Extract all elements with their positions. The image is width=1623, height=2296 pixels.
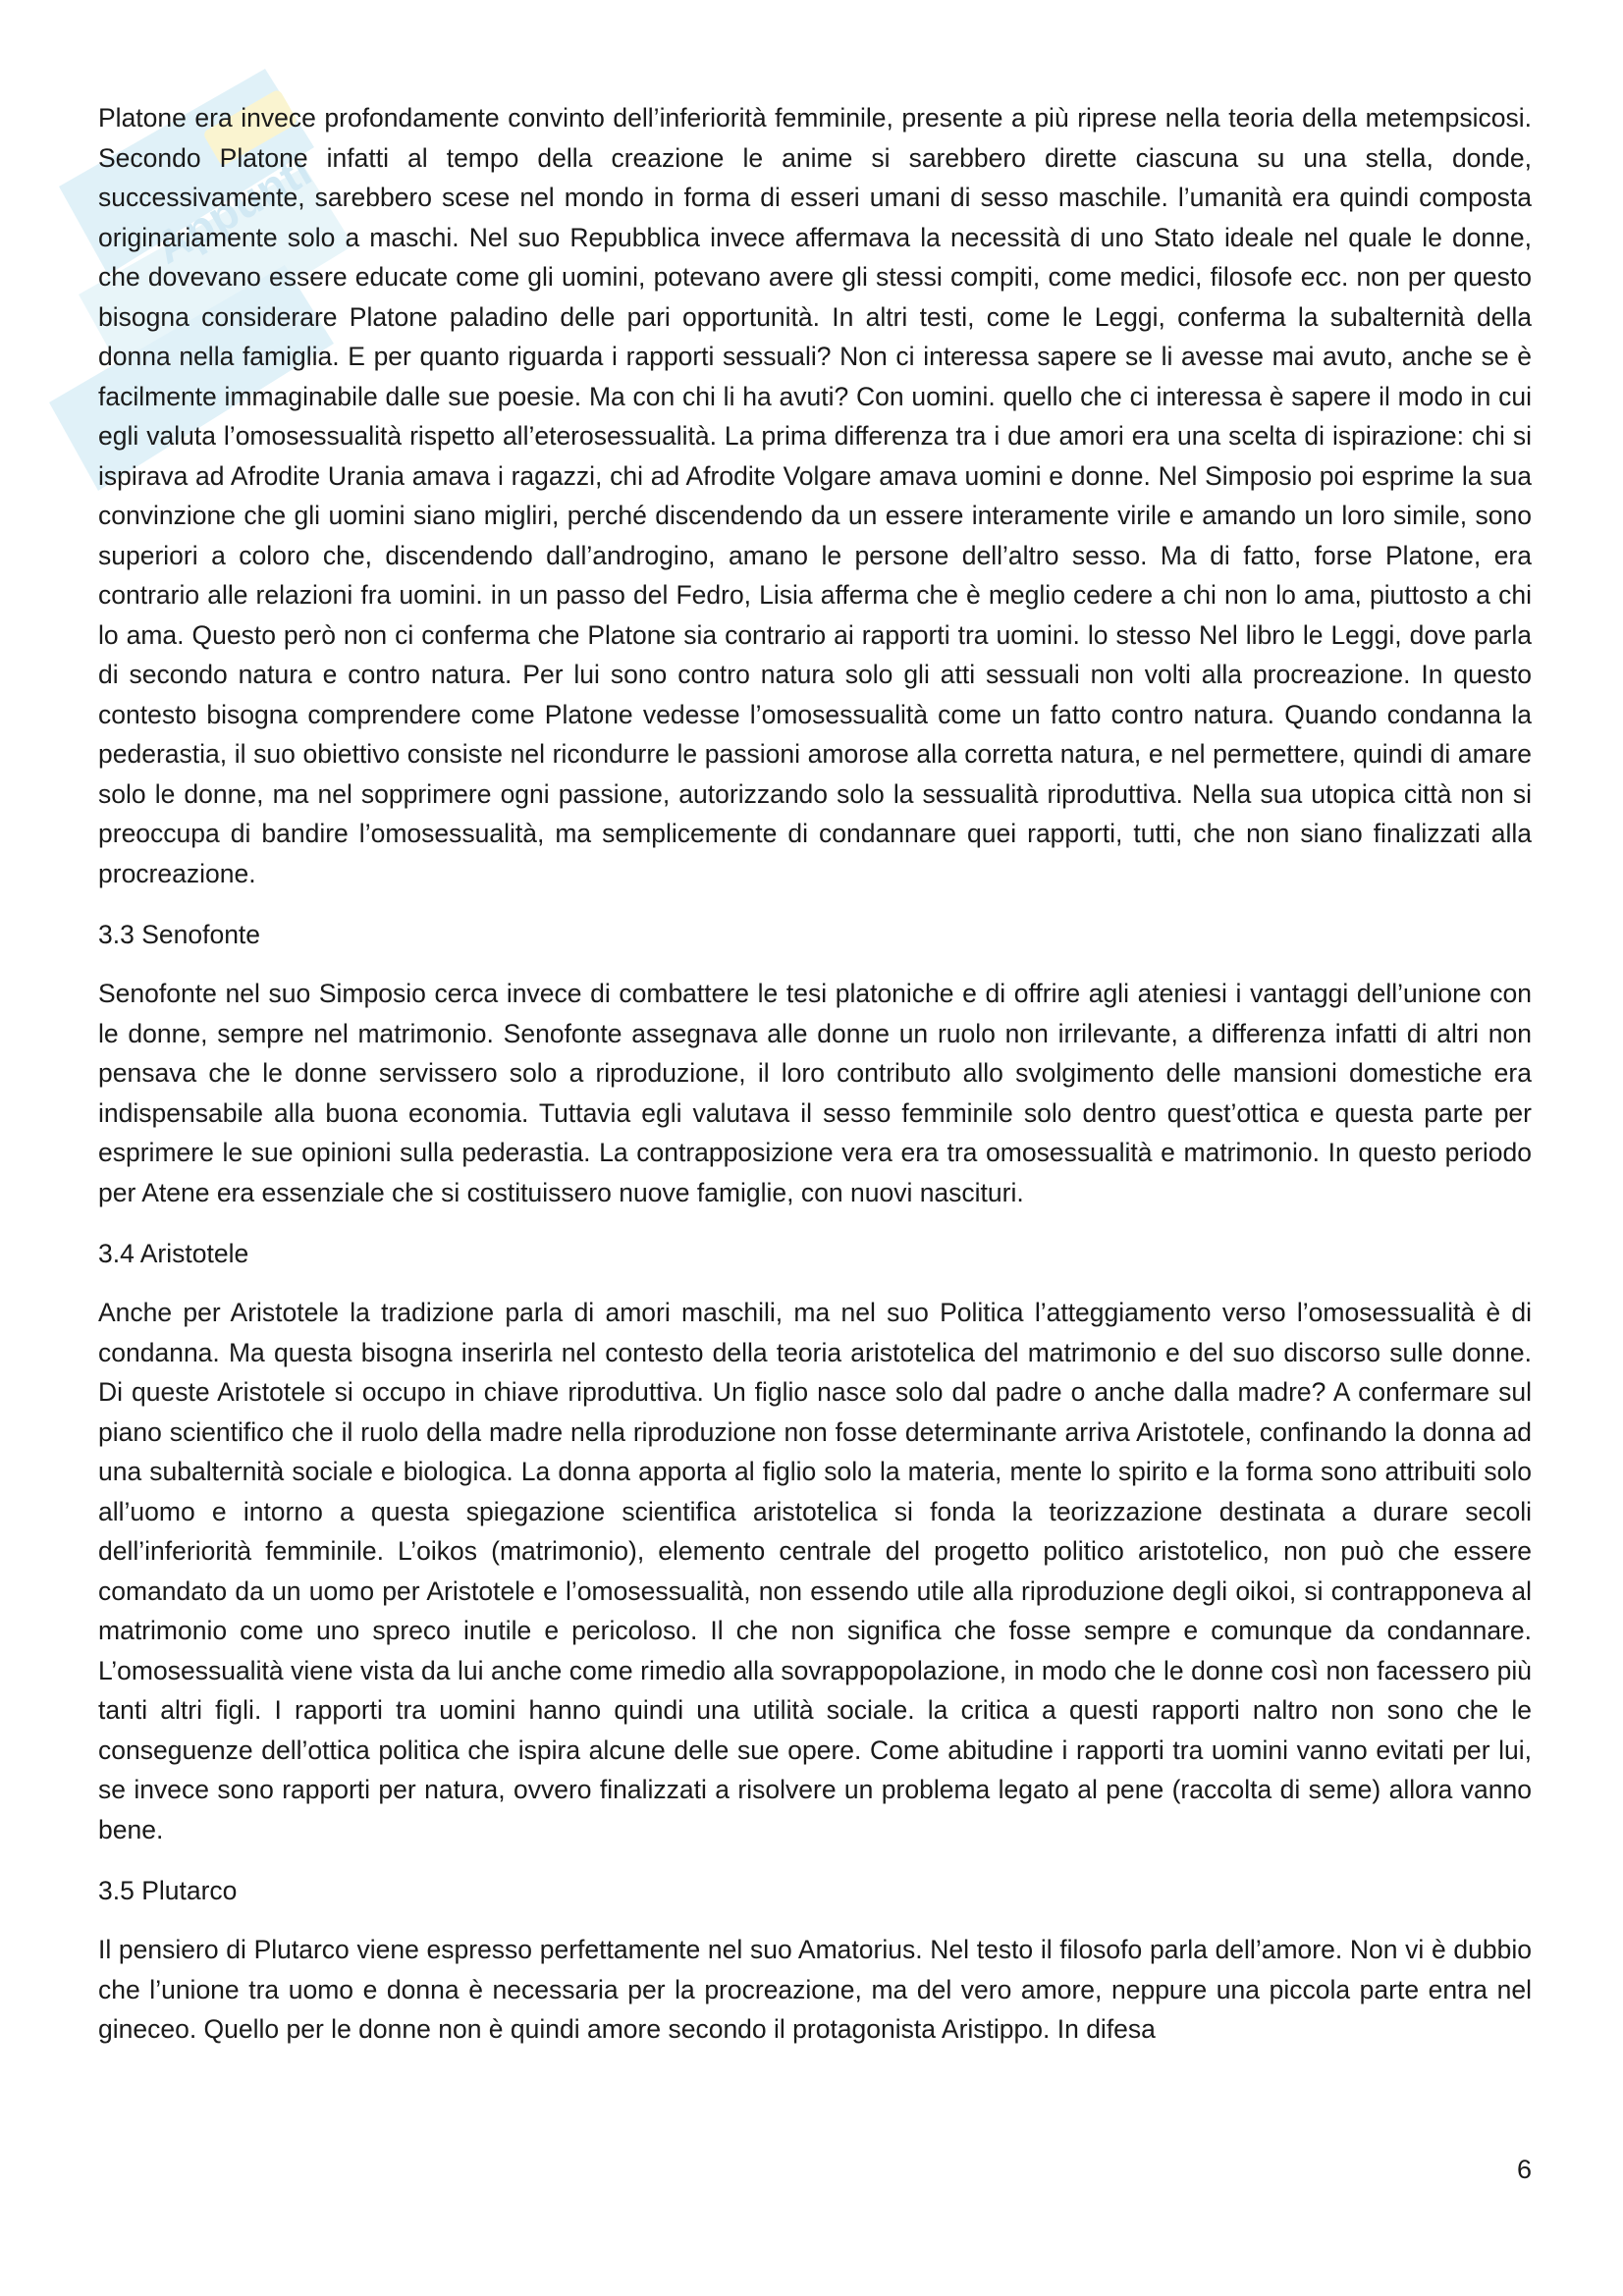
page-number: 6 xyxy=(1516,2155,1532,2184)
paragraph-aristotele: Anche per Aristotele la tradizione parla di amori maschili, ma nel suo Politica l’atteggiamento verso l’omosessualità è di condanna. Ma questa bisogna inserirla nel contesto della teoria aristotelica del matrimonio e del suo discorso sulle donne. Di queste Aristotele si occupo in chiave riproduttiva. Un figlio nasce solo dal padre o anche dalla madre? A confermare sul piano scientifico che il ruolo della madre nella riproduzione non fosse determinante arriva Aristotele, confinando la donna ad una subalternità sociale e biologica. La donna apporta al figlio solo la materia, mente lo spirito e la forma sono attribuiti solo all’uomo e intorno a questa spiegazione scientifica aristotelica si fonda la teorizzazione destinata a durare secoli dell’inferiorità femminile. L’oikos (matrimonio), elemento centrale del progetto politico aristotelico, non può che essere comandato da un uomo per Aristotele e l’omosessualità, non essendo utile alla riproduzione degli oikoi, si contrapponeva al matrimonio come uno spreco inutile e pericoloso. Il che non significa che fosse sempre e comunque da condannare. L’omosessualità viene vista da lui anche come rimedio alla sovrappopolazione, in modo che le donne così non facessero più tanti altri figli. I rapporti tra uomini hanno quindi una utilità sociale. la critica a questi rapporti naltro non sono che le conseguenze dell’ottica politica che ispira alcune delle sue opere. Come abitudine i rapporti tra uomini vanno evitati per lui, se invece sono rapporti per natura, ovvero finalizzati a risolvere un problema legato al pene (raccolta di seme) allora vanno bene. xyxy=(98,1298,1532,1844)
section-heading-aristotele: 3.4 Aristotele xyxy=(98,1239,249,1268)
paragraph-platone: Platone era invece profondamente convinto dell’inferiorità femminile, presente a più riprese nella teoria della metempsicosi. Secondo Platone infatti al tempo della creazione le anime si sarebbero dirette ciascuna su una stella, donde, successivamente, sarebbero scese nel mondo in forma di esseri umani di sesso maschile. l’umanità era quindi composta originariamente solo a maschi. Nel suo Repubblica invece affermava la necessità di uno Stato ideale nel quale le donne, che dovevano essere educate come gli uomini, potevano avere gli stessi compiti, come medici, filosofe ecc. non per questo bisogna considerare Platone paladino delle pari opportunità. In altri testi, come le Leggi, conferma la subalternità della donna nella famiglia. E per quanto riguarda i rapporti sessuali? Non ci interessa sapere se li avesse mai avuto, anche se è facilmente immaginabile dalle sue poesie. Ma con chi li ha avuti? Con uomini. quello che ci interessa è sapere il modo in cui egli valuta l’omosessualità rispetto all’eterosessualità. La prima differenza tra i due amori era una scelta di ispirazione: chi si ispirava ad Afrodite Urania amava i ragazzi, chi ad Afrodite Volgare amava uomini e donne. Nel Simposio poi esprime la sua convinzione che gli uomini siano migliri, perché discendendo da un essere interamente virile e amando un loro simile, sono superiori a coloro che, discendendo dall’androgino, amano le persone dell’altro sesso. Ma di fatto, forse Platone, era contrario alle relazioni fra uomini. in un passo del Fedro, Lisia afferma che è meglio cedere a chi non lo ama, piuttosto a chi lo ama. Questo però non ci conferma che Platone sia contrario ai rapporti tra uomini. lo stesso Nel libro le Leggi, dove parla di secondo natura e contro natura. Per lui sono contro natura solo gli atti sessuali non volti alla procreazione. In questo contesto bisogna comprendere come Platone vedesse l’omosessualità come un fatto contro natura. Quando condanna la pederastia, il suo obiettivo consiste nel ricondurre le passioni amorose alla corretta natura, e nel permettere, quindi di amare solo le donne, ma nel sopprimere ogni passione, autorizzando solo la sessualità riproduttiva. Nella sua utopica città non si preoccupa di bandire l’omosessualità, ma semplicemente di condannare quei rapporti, tutti, che non siano finalizzati alla procreazione. xyxy=(98,103,1532,888)
paragraph-senofonte: Senofonte nel suo Simposio cerca invece di combattere le tesi platoniche e di offrire agli ateniesi i vantaggi dell’unione con le donne, sempre nel matrimonio. Senofonte assegnava alle donne un ruolo non irrilevante, a differenza infatti di altri non pensava che le donne servissero solo a riproduzione, il loro contributo allo svolgimento delle mansioni domestiche era indispensabile alla buona economia. Tuttavia egli valutava il sesso femminile solo dentro quest’ottica e questa parte per esprimere le sue opinioni sulla pederastia. La contrapposizione vera era tra omosessualità e matrimonio. In questo periodo per Atene era essenziale che si costituissero nuove famiglie, con nuovi nascituri. xyxy=(98,979,1532,1207)
watermark-text: Appunti xyxy=(146,143,320,274)
section-heading-senofonte: 3.3 Senofonte xyxy=(98,920,261,949)
document-page xyxy=(98,98,1532,2071)
paragraph-plutarco: Il pensiero di Plutarco viene espresso perfettamente nel suo Amatorius. Nel testo il filosofo parla dell’amore. Non vi è dubbio che l’unione tra uomo e donna è necessaria per la procreazione, ma del vero amore, neppure una piccola parte entra nel gineceo. Quello per le donne non è quindi amore secondo il protagonista Aristippo. In difesa xyxy=(98,1935,1532,2044)
section-heading-plutarco: 3.5 Plutarco xyxy=(98,1876,238,1905)
